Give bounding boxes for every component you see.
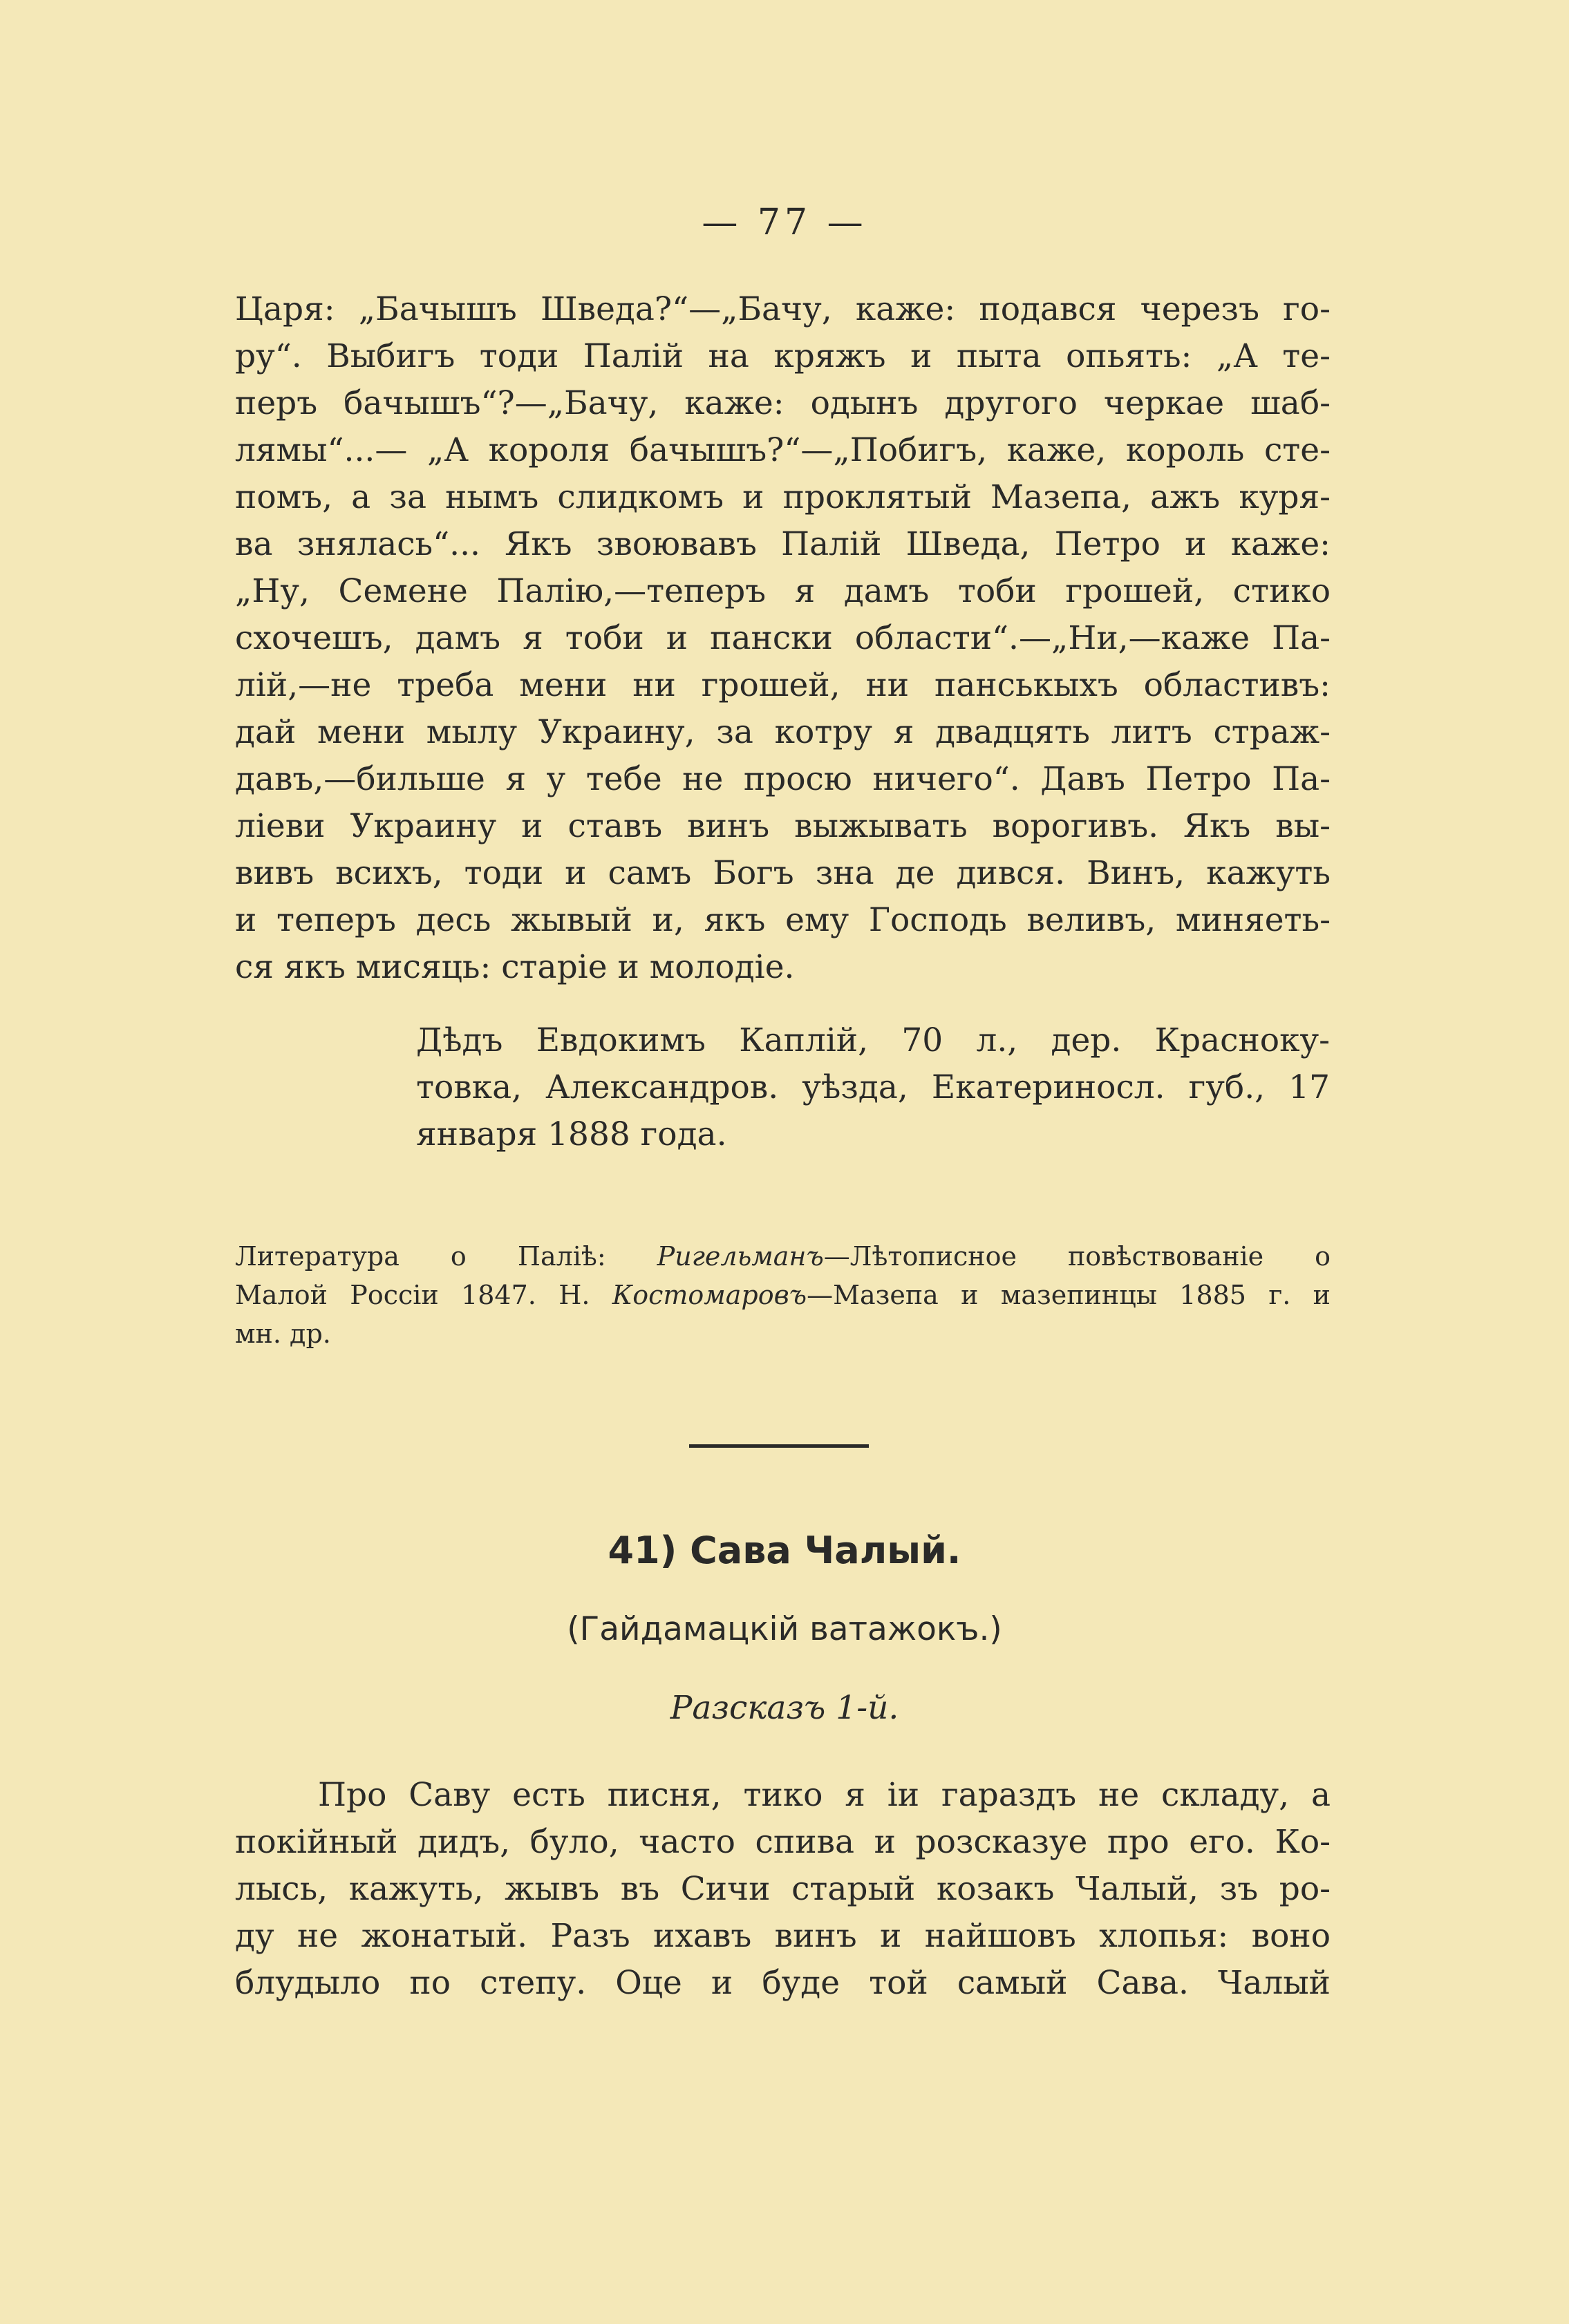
text-line: ру“. Выбигъ тоди Палій на кряжъ и пыта опьять: „А те- <box>235 337 1331 375</box>
text-line: Про Саву есть писня, тико я іи гараздъ не складу, а <box>318 1776 1331 1814</box>
text-line: помъ, а за нымъ слидкомъ и проклятый Мазепа, ажъ куря- <box>235 478 1331 516</box>
page-number: — 77 — <box>702 202 867 243</box>
section-title: 41) Сава Чалый. <box>608 1529 961 1572</box>
story-label: Разсказъ 1-й. <box>670 1689 899 1727</box>
text-line: давъ,—бильше я у тебе не просю ничего“. Давъ Петро Па- <box>235 760 1331 798</box>
literature-line <box>235 1276 1331 1314</box>
text-line: ліеви Украину и ставъ винъ выжывать ворогивъ. Якъ вы- <box>235 807 1331 845</box>
text-line: вивъ всихъ, тоди и самъ Богъ зна де дився. Винъ, кажуть <box>235 854 1331 892</box>
signature-line: товка, Александров. уѣзда, Екатериносл. губ., 17 <box>416 1068 1330 1106</box>
text-line: дай мени мылу Украину, за котру я двадцять литъ страж- <box>235 713 1331 751</box>
text-line: лій,—не треба мени ни грошей, ни панськыхъ областивъ: <box>235 666 1331 704</box>
literature-work: —Лѣтописное повѣствованіе о <box>823 1241 1331 1272</box>
text-line: Царя: „Бачышъ Шведа?“—„Бачу, каже: подався черезъ го- <box>235 290 1331 328</box>
narrator-signature <box>416 1017 1330 1158</box>
paragraph-palij-ending <box>235 286 1331 991</box>
literature-work: —Мазепа и мазепинцы 1885 г. и <box>807 1280 1331 1310</box>
literature-prefix: Малой Россіи 1847. Н. <box>235 1280 590 1310</box>
literature-note <box>235 1237 1331 1353</box>
text-line: ду не жонатый. Разъ ихавъ винъ и найшовъ хлопья: воно <box>235 1917 1331 1955</box>
text-line: ва знялась“... Якъ звоювавъ Палій Шведа, Петро и каже: <box>235 525 1331 563</box>
signature-line: января 1888 года. <box>416 1115 727 1153</box>
paragraph-sava <box>235 1772 1331 2007</box>
section-subtitle: (Гайдамацкій ватажокъ.) <box>567 1610 1002 1648</box>
literature-line <box>235 1237 1331 1276</box>
text-line: и теперъ десь жывый и, якъ ему Господь веливъ, миняеть- <box>235 901 1331 939</box>
literature-line: мн. др. <box>235 1319 331 1349</box>
literature-author: Костомаровъ <box>612 1280 807 1310</box>
literature-author: Ригельманъ <box>657 1241 824 1272</box>
text-line: лысь, кажуть, жывъ въ Сичи старый козакъ Чалый, зъ ро- <box>235 1870 1331 1908</box>
section-divider <box>689 1444 869 1448</box>
signature-line: Дѣдъ Евдокимъ Каплій, 70 л., дер. Красноку- <box>416 1021 1330 1059</box>
text-line: схочешъ, дамъ я тоби и пански области“.—„Ни,—каже Па- <box>235 619 1331 657</box>
text-line: ся якъ мисяць: старіе и молодіе. <box>235 948 795 986</box>
text-line: „Ну, Семене Палію,—теперъ я дамъ тоби грошей, стико <box>235 572 1331 610</box>
text-line: блудыло по степу. Оце и буде той самый Сава. Чалый <box>235 1964 1331 2002</box>
text-line: покійный дидъ, було, часто спива и розсказуе про его. Ко- <box>235 1823 1331 1861</box>
literature-label: Литература о Паліѣ: <box>235 1241 606 1272</box>
text-line: перъ бачышъ“?—„Бачу, каже: одынъ другого черкае шаб- <box>235 384 1331 422</box>
text-line: лямы“...— „А короля бачышъ?“—„Побигъ, каже, король сте- <box>235 431 1331 469</box>
